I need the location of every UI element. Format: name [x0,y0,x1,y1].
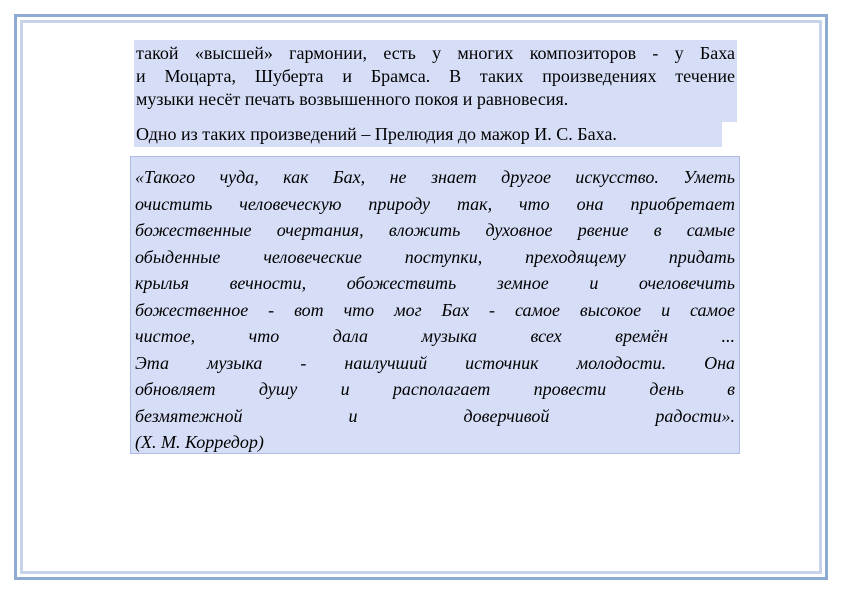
quote-line: Эта музыка - наилучший источник молодости. Она [135,352,735,373]
quote-line: божественные очертания, вложить духовное рвение в самые [135,220,735,240]
intro-line: такой «высшей» гармонии, есть у многих композиторов - у Баха [136,43,735,63]
quote-box [130,156,740,454]
intro-sentence: Одно из таких произведений – Прелюдия до мажор И. С. Баха. [134,121,722,147]
intro-text-block [134,40,737,152]
quote-line: обыденные человеческие поступки, преходящему придать [135,246,735,267]
quote-line: «Такого чуда, как Бах, не знает другое искусство. Уметь [135,167,735,187]
quote-author: (Х. М. Корредор) [135,432,264,452]
quote-line: безмятежной и доверчивой радости». [135,405,735,426]
quote-line: чистое, что дала музыка всех времён ... [135,326,735,346]
intro-paragraph [134,40,737,111]
intro-line: и Моцарта, Шуберта и Брамса. В таких произведениях течение [136,66,735,86]
quote-line: крылья вечности, обожествить земное и очеловечить [135,273,735,293]
quote-line: обновляет душу и располагает провести день в [135,379,735,399]
quote-line: очистить человеческую природу так, что она приобретает [135,193,735,214]
intro-line: музыки несёт печать возвышенного покоя и равновесия. [136,89,569,109]
quote-line: божественное - вот что мог Бах - самое высокое и самое [135,299,735,320]
